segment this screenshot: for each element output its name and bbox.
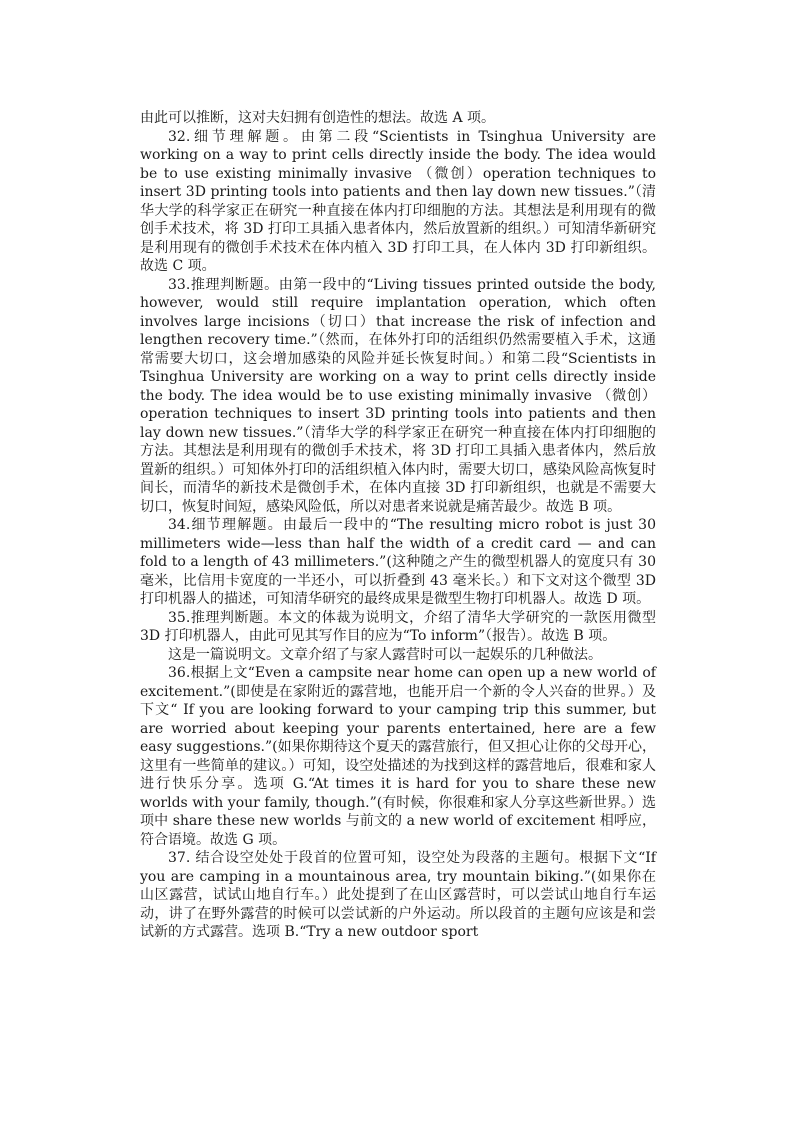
paragraph-conclusion-31: 由此可以推断，这对夫妇拥有创造性的想法。故选 A 项。 [140,110,496,126]
paragraph-passage-summary: 这是一篇说明文。文章介绍了与家人露营时可以一起娱乐的几种做法。 [168,646,602,663]
paragraph-question-33: 33.推理判断题。由第一段中的“Living tissues printed outside the body, however, would still require implantation operation, which often involves large incisions（切口）that increase the risk of infection and lengthen recovery time.”（然而，在体外打印的活组织仍然需要植入手术，这通常需要大切口，这会增加感染的风险并延长恢复时间。）和第二段“Scientists in Tsinghua University are working on a way to print cells directly inside the body. The idea would be to use existing minimally invasive （微创）operation techniques to insert 3D printing tools into patients and then lay down new tissues.”（清华大学的科学家正在研究一种直接在体内打印细胞的方法。其想法是利用现有的微创手术技术，将 3D 打印工具插入患者体内，然后放置新的组织。）可知体外打印的活组织植入体内时，需要大切口，感染风险高恢复时间长，而清华的新技术是微创手术，在体内直接 3D 打印新组织，也就是不需要大切口，恢复时间短，感染风险低，所以对患者来说就是痛苦最少。故选 B 项。 [140,276,656,515]
paragraph-question-36: 36.根据上文“Even a campsite near home can open up a new world of excitement.”(即使是在家附近的露营地，也能开启一个新的令人兴奋的世界。）及下文“ If you are looking forward to your camping trip this summer, but are worried about keeping your parents entertained, here are a few easy suggestions.”(如果你期待这个夏天的露营旅行，但又担心让你的父母开心，这里有一些简单的建议。）可知，设空处描述的为找到这样的露营地后，很难和家人进行快乐分享。选项 G.“At times it is hard for you to share these new worlds with your family, though.”(有时候，你很难和家人分享这些新世界。）选项中 share these new worlds 与前文的 a new world of excitement 相呼应，符合语境。故选 G 项。 [140,665,656,848]
paragraph-question-34: 34.细节理解题。由最后一段中的“The resulting micro robot is just 30 millimeters wide—less than half the width of a credit card — and can fold to a length of 43 millimeters.”(这种随之产生的微型机器人的宽度只有 30 毫米，比信用卡宽度的一半还小，可以折叠到 43 毫米长。）和下文对这个微型 3D 打印机器人的描述，可知清华研究的最终成果是微型生物打印机器人。故选 D 项。 [140,517,656,607]
answer-explanation-page [140,109,656,942]
paragraph-question-35: 35.推理判断题。本文的体裁为说明文，介绍了清华大学研究的一款医用微型 3D 打印机器人，由此可见其写作目的应为“To inform”（报告）。故选 B 项。 [140,609,656,644]
paragraph-question-37: 37. 结合设空处处于段首的位置可知，设空处为段落的主题句。根据下文“If you are camping in a mountainous area, try mountain biking.”(如果你在山区露营，试试山地自行车。）此处提到了在山区露营时，可以尝试山地自行车运动，讲了在野外露营的时候可以尝试新的户外运动。所以段首的主题句应该是和尝试新的方式露营。选项 B.“Try a new outdoor sport [140,850,656,940]
paragraph-question-32: 32.细节理解题。由第二段“Scientists in Tsinghua University are working on a way to print cells directly inside the body. The idea would be to use existing minimally invasive （微创）operation techniques to insert 3D printing tools into patients and then lay down new tissues.”（清华大学的科学家正在研究一种直接在体内打印细胞的方法。其想法是利用现有的微创手术技术，将 3D 打印工具插入患者体内，然后放置新的组织。）可知清华新研究是利用现有的微创手术技术在体内植入 3D 打印工具，在人体内 3D 打印新组织。故选 C 项。 [140,128,656,274]
